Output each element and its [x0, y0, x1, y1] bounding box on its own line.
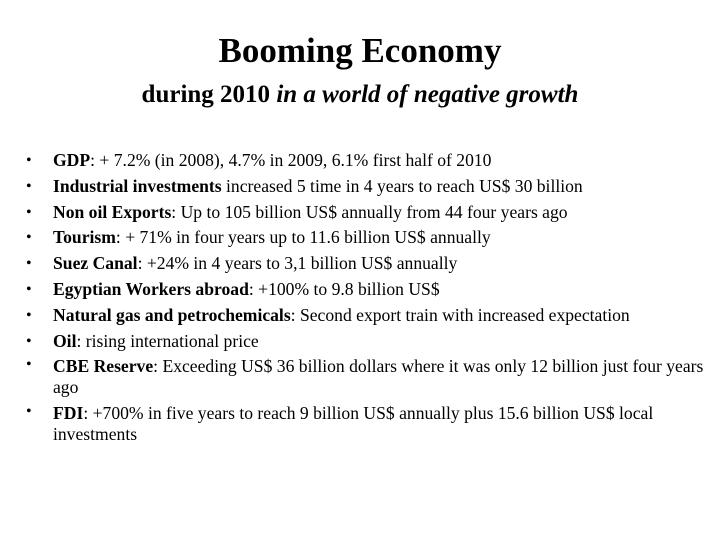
- subtitle-emphasis: in a world of negative growth: [276, 81, 579, 108]
- bullet-icon: •: [26, 306, 32, 324]
- item-text: : + 7.2% (in 2008), 4.7% in 2009, 6.1% first half of 2010: [90, 150, 492, 170]
- list-item: [24, 174, 714, 200]
- item-label: Suez Canal: [53, 253, 138, 274]
- item-label: Tourism: [53, 227, 116, 248]
- subtitle-prefix: during 2010: [141, 81, 271, 108]
- list-item: [24, 303, 714, 329]
- item-text: : Exceeding US$ 36 billion dollars where it was only 12 billion just four years ago: [53, 356, 704, 398]
- bullet-icon: •: [26, 356, 32, 374]
- item-label: FDI: [53, 403, 84, 424]
- bullet-icon: •: [26, 280, 32, 298]
- item-label: GDP: [53, 150, 91, 170]
- bullet-list: [24, 148, 714, 448]
- item-text: : +700% in five years to reach 9 billion US$ annually plus 15.6 billion US$ local investments: [53, 403, 654, 445]
- item-label: Oil: [53, 330, 77, 351]
- list-item: [24, 354, 714, 401]
- item-label: Natural gas and petrochemicals: [53, 304, 291, 325]
- list-item: [24, 148, 714, 174]
- item-text: : Up to 105 billion US$ annually from 44 four years ago: [171, 201, 568, 222]
- item-text: : +100% to 9.8 billion US$: [248, 278, 440, 299]
- item-text: : +24% in 4 years to 3,1 billion US$ annually: [137, 253, 458, 274]
- bullet-icon: •: [26, 203, 32, 221]
- list-item: [24, 200, 714, 226]
- bullet-icon: •: [26, 177, 32, 195]
- item-text: : + 71% in four years up to 11.6 billion US$ annually: [115, 227, 491, 248]
- list-item: [24, 225, 714, 251]
- bullet-icon: •: [26, 152, 32, 169]
- item-text: : rising international price: [76, 330, 259, 351]
- bullet-icon: •: [26, 403, 32, 421]
- bullet-icon: •: [26, 229, 32, 247]
- item-text: : Second export train with increased expectation: [290, 304, 630, 325]
- item-label: Non oil Exports: [53, 201, 172, 222]
- item-text: increased 5 time in 4 years to reach US$ 30 billion: [221, 175, 583, 196]
- item-label: Industrial investments: [53, 175, 222, 196]
- bullet-icon: •: [26, 255, 32, 273]
- item-label: CBE Reserve: [53, 356, 154, 377]
- slide-title: Booming Economy: [218, 31, 502, 70]
- slide-subtitle: [0, 79, 720, 111]
- bullet-icon: •: [26, 332, 32, 350]
- list-item: [24, 251, 714, 277]
- list-item: [24, 277, 714, 303]
- item-label: Egyptian Workers abroad: [53, 278, 249, 299]
- list-item: [24, 401, 714, 448]
- list-item: [24, 329, 714, 355]
